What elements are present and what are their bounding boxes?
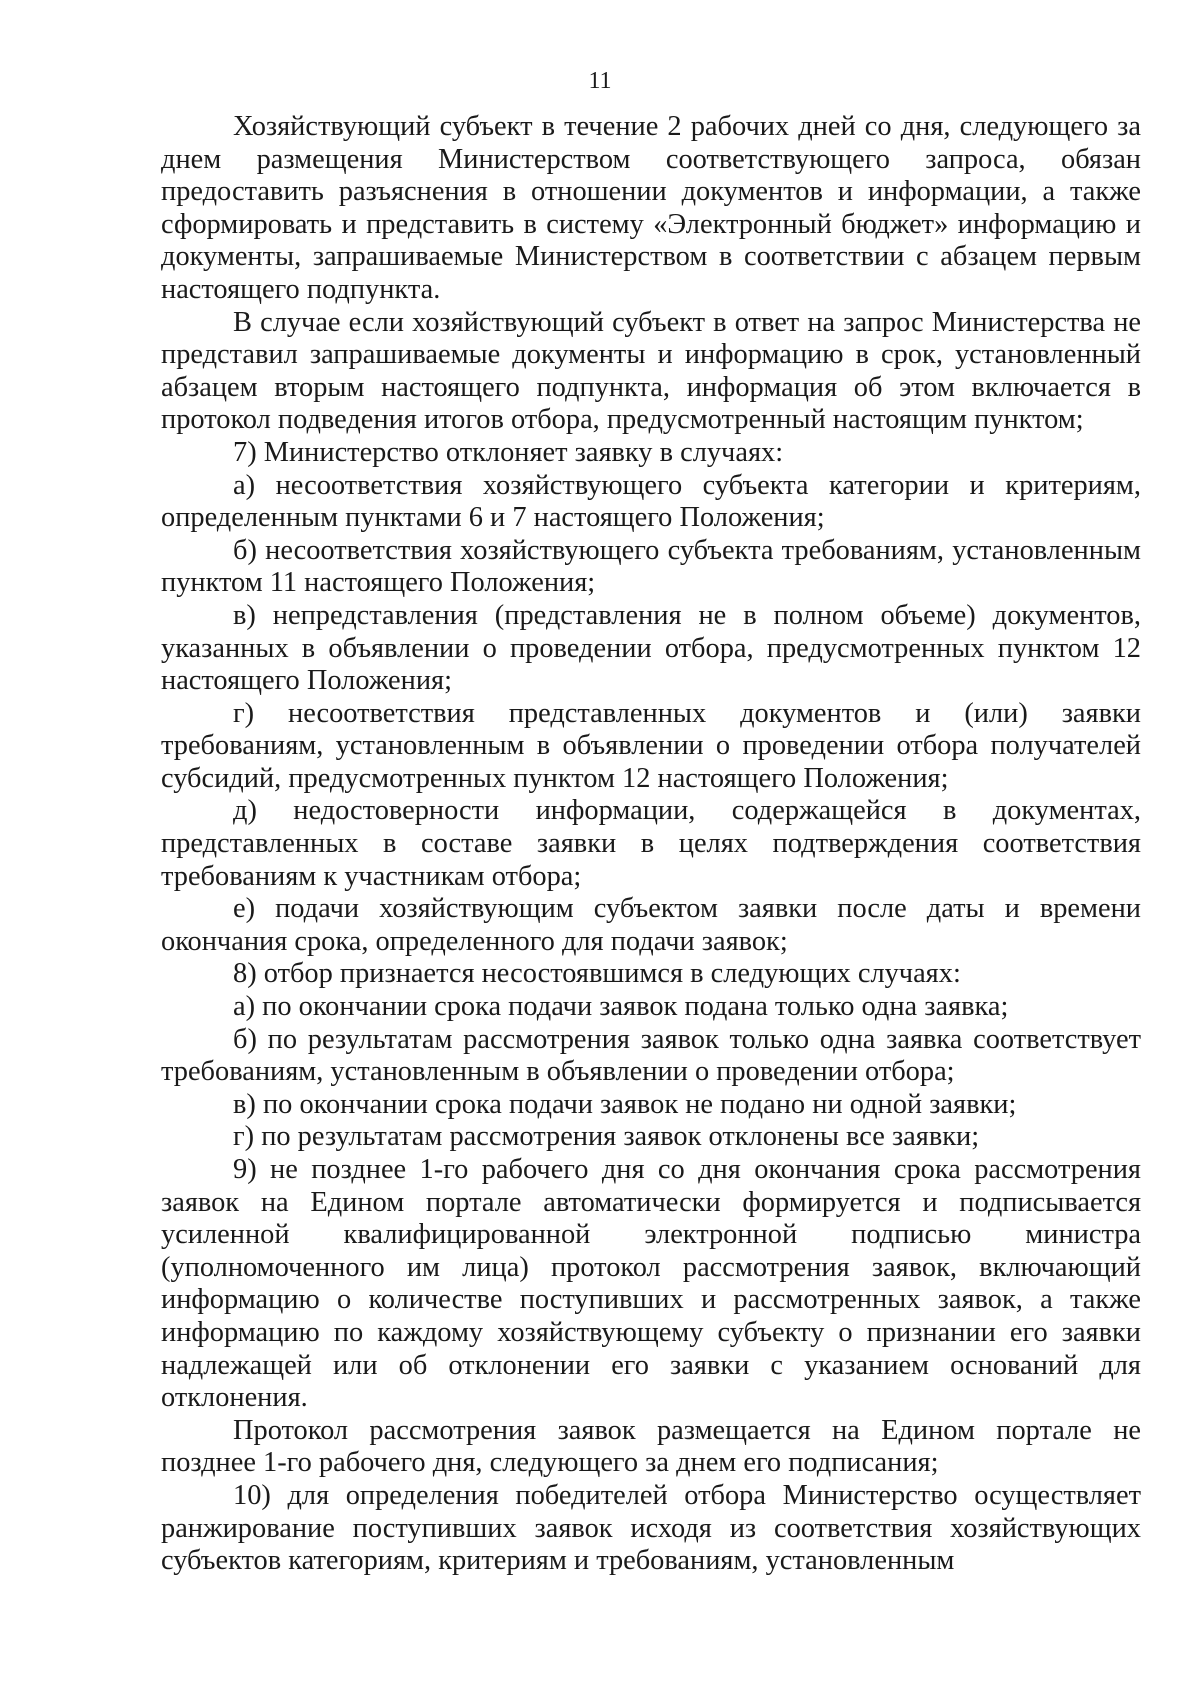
paragraph-missing-documents: В случае если хозяйствующий субъект в ответ на запрос Министерства не представил запрашиваемые документы и информацию в срок, установленный абзацем вторым настоящего подпункта, информация об этом включается в протокол подведения итогов отбора, предусмотренный настоящим пунктом; xyxy=(161,306,1141,436)
paragraph-item-10-ranking: 10) для определения победителей отбора Министерство осуществляет ранжирование поступивших заявок исходя из соответствия хозяйствующих субъектов категориям, критериям и требованиям, установленным xyxy=(161,1479,1141,1577)
page-number: 11 xyxy=(588,68,612,94)
paragraph-explanations-deadline: Хозяйствующий субъект в течение 2 рабочих дней со дня, следующего за днем размещения Министерством соответствующего запроса, обязан предоставить разъяснения в отношении документов и информации, а также сформировать и представить в систему «Электронный бюджет» информацию и документы, запрашиваемые Министерством в соответствии с абзацем первым настоящего подпункта. xyxy=(161,111,1141,305)
paragraph-item-7d: д) недостоверности информации, содержащейся в документах, представленных в составе заявки в целях подтверждения соответствия требованиям к участникам отбора; xyxy=(161,795,1141,892)
paragraph-item-8v: в) по окончании срока подачи заявок не подано ни одной заявки; xyxy=(233,1088,1017,1120)
paragraph-item-7e: е) подачи хозяйствующим субъектом заявки после даты и времени окончания срока, определенного для подачи заявок; xyxy=(161,893,1141,957)
document-text-body xyxy=(161,111,1141,1578)
paragraph-item-7g: г) несоответствия представленных документов и (или) заявки требованиям, установленным в объявлении о проведении отбора получателей субсидий, предусмотренных пунктом 12 настоящего Положения; xyxy=(161,697,1141,794)
paragraph-item-7-rejection: 7) Министерство отклоняет заявку в случаях: xyxy=(233,436,784,468)
paragraph-item-7b: б) несоответствия хозяйствующего субъекта требованиям, установленным пунктом 11 настоящего Положения; xyxy=(161,534,1141,599)
paragraph-item-8-failed-selection: 8) отбор признается несостоявшимся в следующих случаях: xyxy=(233,958,961,990)
paragraph-item-7a: а) несоответствия хозяйствующего субъекта категории и критериям, определенным пунктами 6 и 7 настоящего Положения; xyxy=(161,469,1141,534)
paragraph-item-7v: в) непредставления (представления не в полном объеме) документов, указанных в объявлении о проведении отбора, предусмотренных пунктом 12 настоящего Положения; xyxy=(161,599,1141,697)
paragraph-item-8a: а) по окончании срока подачи заявок подана только одна заявка; xyxy=(233,991,1009,1023)
paragraph-item-8g: г) по результатам рассмотрения заявок отклонены все заявки; xyxy=(233,1121,980,1153)
paragraph-protocol-publication: Протокол рассмотрения заявок размещается на Едином портале не позднее 1-го рабочего дня, следующего за днем его подписания; xyxy=(161,1414,1141,1479)
paragraph-item-9-protocol: 9) не позднее 1-го рабочего дня со дня окончания срока рассмотрения заявок на Едином портале автоматически формируется и подписывается усиленной квалифицированной электронной подписью министра (уполномоченного им лица) протокол рассмотрения заявок, включающий информацию о количестве поступивших и рассмотренных заявок, а также информацию по каждому хозяйствующему субъекту о признании его заявки надлежащей или об отклонении его заявки с указанием оснований для отклонения. xyxy=(161,1154,1141,1414)
paragraph-item-8b: б) по результатам рассмотрения заявок только одна заявка соответствует требованиям, установленным в объявлении о проведении отбора; xyxy=(161,1023,1141,1088)
